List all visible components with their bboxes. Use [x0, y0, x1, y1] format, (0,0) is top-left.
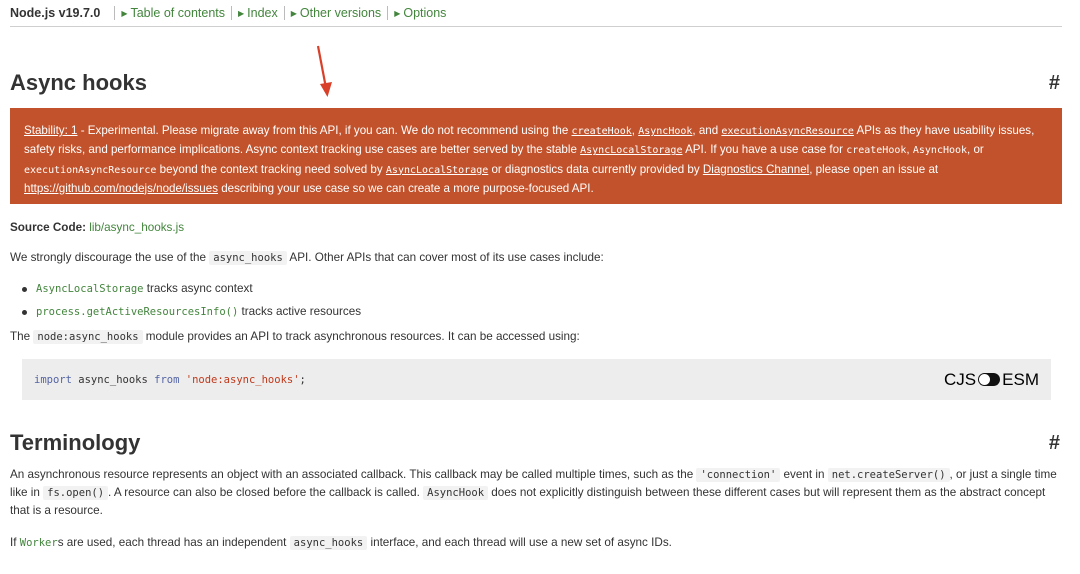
- source-code-link[interactable]: lib/async_hooks.js: [89, 221, 185, 234]
- nav-link-label: Index: [247, 6, 278, 20]
- stability-text: describing your use case so we can create a more purpose-focused API.: [218, 181, 594, 195]
- code-keyword: from: [154, 373, 180, 386]
- stability-text: , and: [692, 124, 722, 137]
- stability-text: API. If you have a use case for: [682, 143, 847, 157]
- code-text: ;: [299, 373, 306, 386]
- cjs-label: CJS: [944, 369, 977, 389]
- nav-divider: [387, 6, 388, 20]
- list-item: [10, 280, 361, 303]
- paragraph-text: event in: [780, 468, 828, 481]
- paragraph-text: interface, and each thread will use a new set of async IDs.: [367, 536, 672, 549]
- nav-link-label: Options: [403, 6, 447, 20]
- triangle-right-icon: ▶: [238, 8, 245, 18]
- stability-text: , please open an issue at: [809, 162, 939, 176]
- inline-code: net.createServer(): [828, 468, 950, 482]
- nav-link-label: Other versions: [299, 6, 382, 20]
- paragraph-text: If: [10, 536, 20, 549]
- inline-code: AsyncHook: [423, 486, 488, 500]
- module-paragraph: [10, 328, 1060, 346]
- nav-link-options[interactable]: [394, 6, 446, 20]
- code-string: 'node:async_hooks': [185, 373, 300, 386]
- source-code-label: Source Code:: [10, 221, 86, 234]
- code-createhook: createHook: [846, 145, 907, 157]
- github-issues-link[interactable]: https://github.com/nodejs/node/issues: [24, 181, 218, 195]
- toggle-switch-icon[interactable]: [978, 373, 1000, 386]
- paragraph-text: s are used, each thread has an independent: [57, 536, 290, 549]
- paragraph-text: . A resource can also be closed before the callback is called.: [108, 486, 424, 499]
- triangle-right-icon: ▶: [290, 8, 297, 18]
- paragraph-text: does not explicitly distinguish between these different cases but will represent them as the abstract concept that is a resource.: [10, 486, 1046, 517]
- paragraph-text: We strongly discourage the use of the: [10, 251, 210, 264]
- api-link-asynchook[interactable]: AsyncHook: [638, 126, 693, 137]
- stability-text: beyond the context tracking need solved by: [156, 162, 386, 176]
- section-anchor-terminology[interactable]: #: [1048, 432, 1060, 454]
- api-link-createhook[interactable]: createHook: [571, 126, 632, 137]
- section-title-terminology: Terminology: [10, 430, 141, 455]
- discourage-paragraph: [10, 249, 1060, 267]
- stability-text: or diagnostics data currently provided by: [488, 162, 703, 176]
- code-executionasyncresource: executionAsyncResource: [24, 164, 157, 176]
- section-title-async-hooks: Async hooks: [10, 70, 147, 95]
- alternatives-list: [10, 280, 361, 326]
- triangle-right-icon: ▶: [121, 8, 128, 18]
- toggle-knob: [979, 374, 990, 385]
- list-item: [10, 303, 361, 326]
- paragraph-text: An asynchronous resource represents an object with an associated callback. This callback may be called multiple times, such as the: [10, 468, 697, 481]
- diagnostics-channel-link[interactable]: Diagnostics Channel: [702, 162, 810, 176]
- source-code-line: [10, 219, 1060, 237]
- version-label: Node.js v19.7.0: [10, 6, 101, 20]
- list-item-text: tracks active resources: [238, 305, 362, 318]
- annotation-arrow-icon: [310, 44, 334, 100]
- stability-text: ,: [631, 124, 639, 137]
- code-asynchook: AsyncHook: [912, 145, 968, 157]
- code-block: [22, 359, 1051, 400]
- stability-link[interactable]: Stability: 1: [24, 124, 78, 137]
- esm-label: ESM: [1002, 369, 1039, 389]
- nav-link-other-versions[interactable]: [291, 6, 381, 20]
- nav-separator-line: [10, 26, 1062, 27]
- inline-code: async_hooks: [209, 251, 287, 265]
- terminology-paragraph: [10, 466, 1060, 520]
- worker-link[interactable]: Worker: [19, 537, 58, 549]
- paragraph-text: API. Other APIs that can cover most of its use cases include:: [286, 251, 604, 264]
- code-text: async_hooks: [71, 373, 155, 386]
- paragraph-text: , or just a single time like in: [10, 468, 1057, 499]
- nav-link-index[interactable]: [238, 6, 278, 20]
- inline-code: fs.open(): [43, 486, 108, 500]
- stability-text: APIs as they have usability issues, safety risks, and performance implications. Async context tracking use cases are better served by the stable: [24, 124, 1035, 157]
- code-line: [34, 374, 306, 386]
- stability-text: , or: [967, 143, 984, 157]
- paragraph-text: The: [10, 330, 34, 343]
- code-keyword: import: [34, 373, 72, 386]
- cjs-esm-toggle[interactable]: [944, 370, 1039, 390]
- stability-notice: [10, 108, 1062, 204]
- api-link-executionasyncresource[interactable]: executionAsyncResource: [721, 126, 854, 137]
- triangle-right-icon: ▶: [394, 8, 401, 18]
- paragraph-text: module provides an API to track asynchronous resources. It can be accessed using:: [142, 330, 580, 343]
- nav-divider: [284, 6, 285, 20]
- list-item-text: tracks async context: [143, 282, 253, 295]
- inline-code: async_hooks: [290, 536, 368, 550]
- workers-paragraph: [10, 534, 1060, 552]
- asynclocalstorage-link[interactable]: AsyncLocalStorage: [36, 283, 144, 295]
- nav-link-label: Table of contents: [130, 6, 225, 20]
- stability-text: - Experimental. Please migrate away from this API, if you can. We do not recommend using the: [77, 124, 572, 137]
- top-nav: [10, 4, 446, 22]
- nav-link-toc[interactable]: [121, 6, 225, 20]
- inline-code: node:async_hooks: [33, 330, 142, 344]
- stability-text: ,: [906, 143, 913, 157]
- api-link-asynclocalstorage[interactable]: AsyncLocalStorage: [580, 145, 683, 157]
- getactiveresourcesinfo-link[interactable]: process.getActiveResourcesInfo(): [36, 306, 239, 318]
- nav-divider: [114, 6, 115, 20]
- section-anchor-async-hooks[interactable]: #: [1048, 72, 1060, 94]
- inline-code: 'connection': [696, 468, 780, 482]
- nav-divider: [231, 6, 232, 20]
- api-link-asynclocalstorage-2[interactable]: AsyncLocalStorage: [385, 164, 489, 176]
